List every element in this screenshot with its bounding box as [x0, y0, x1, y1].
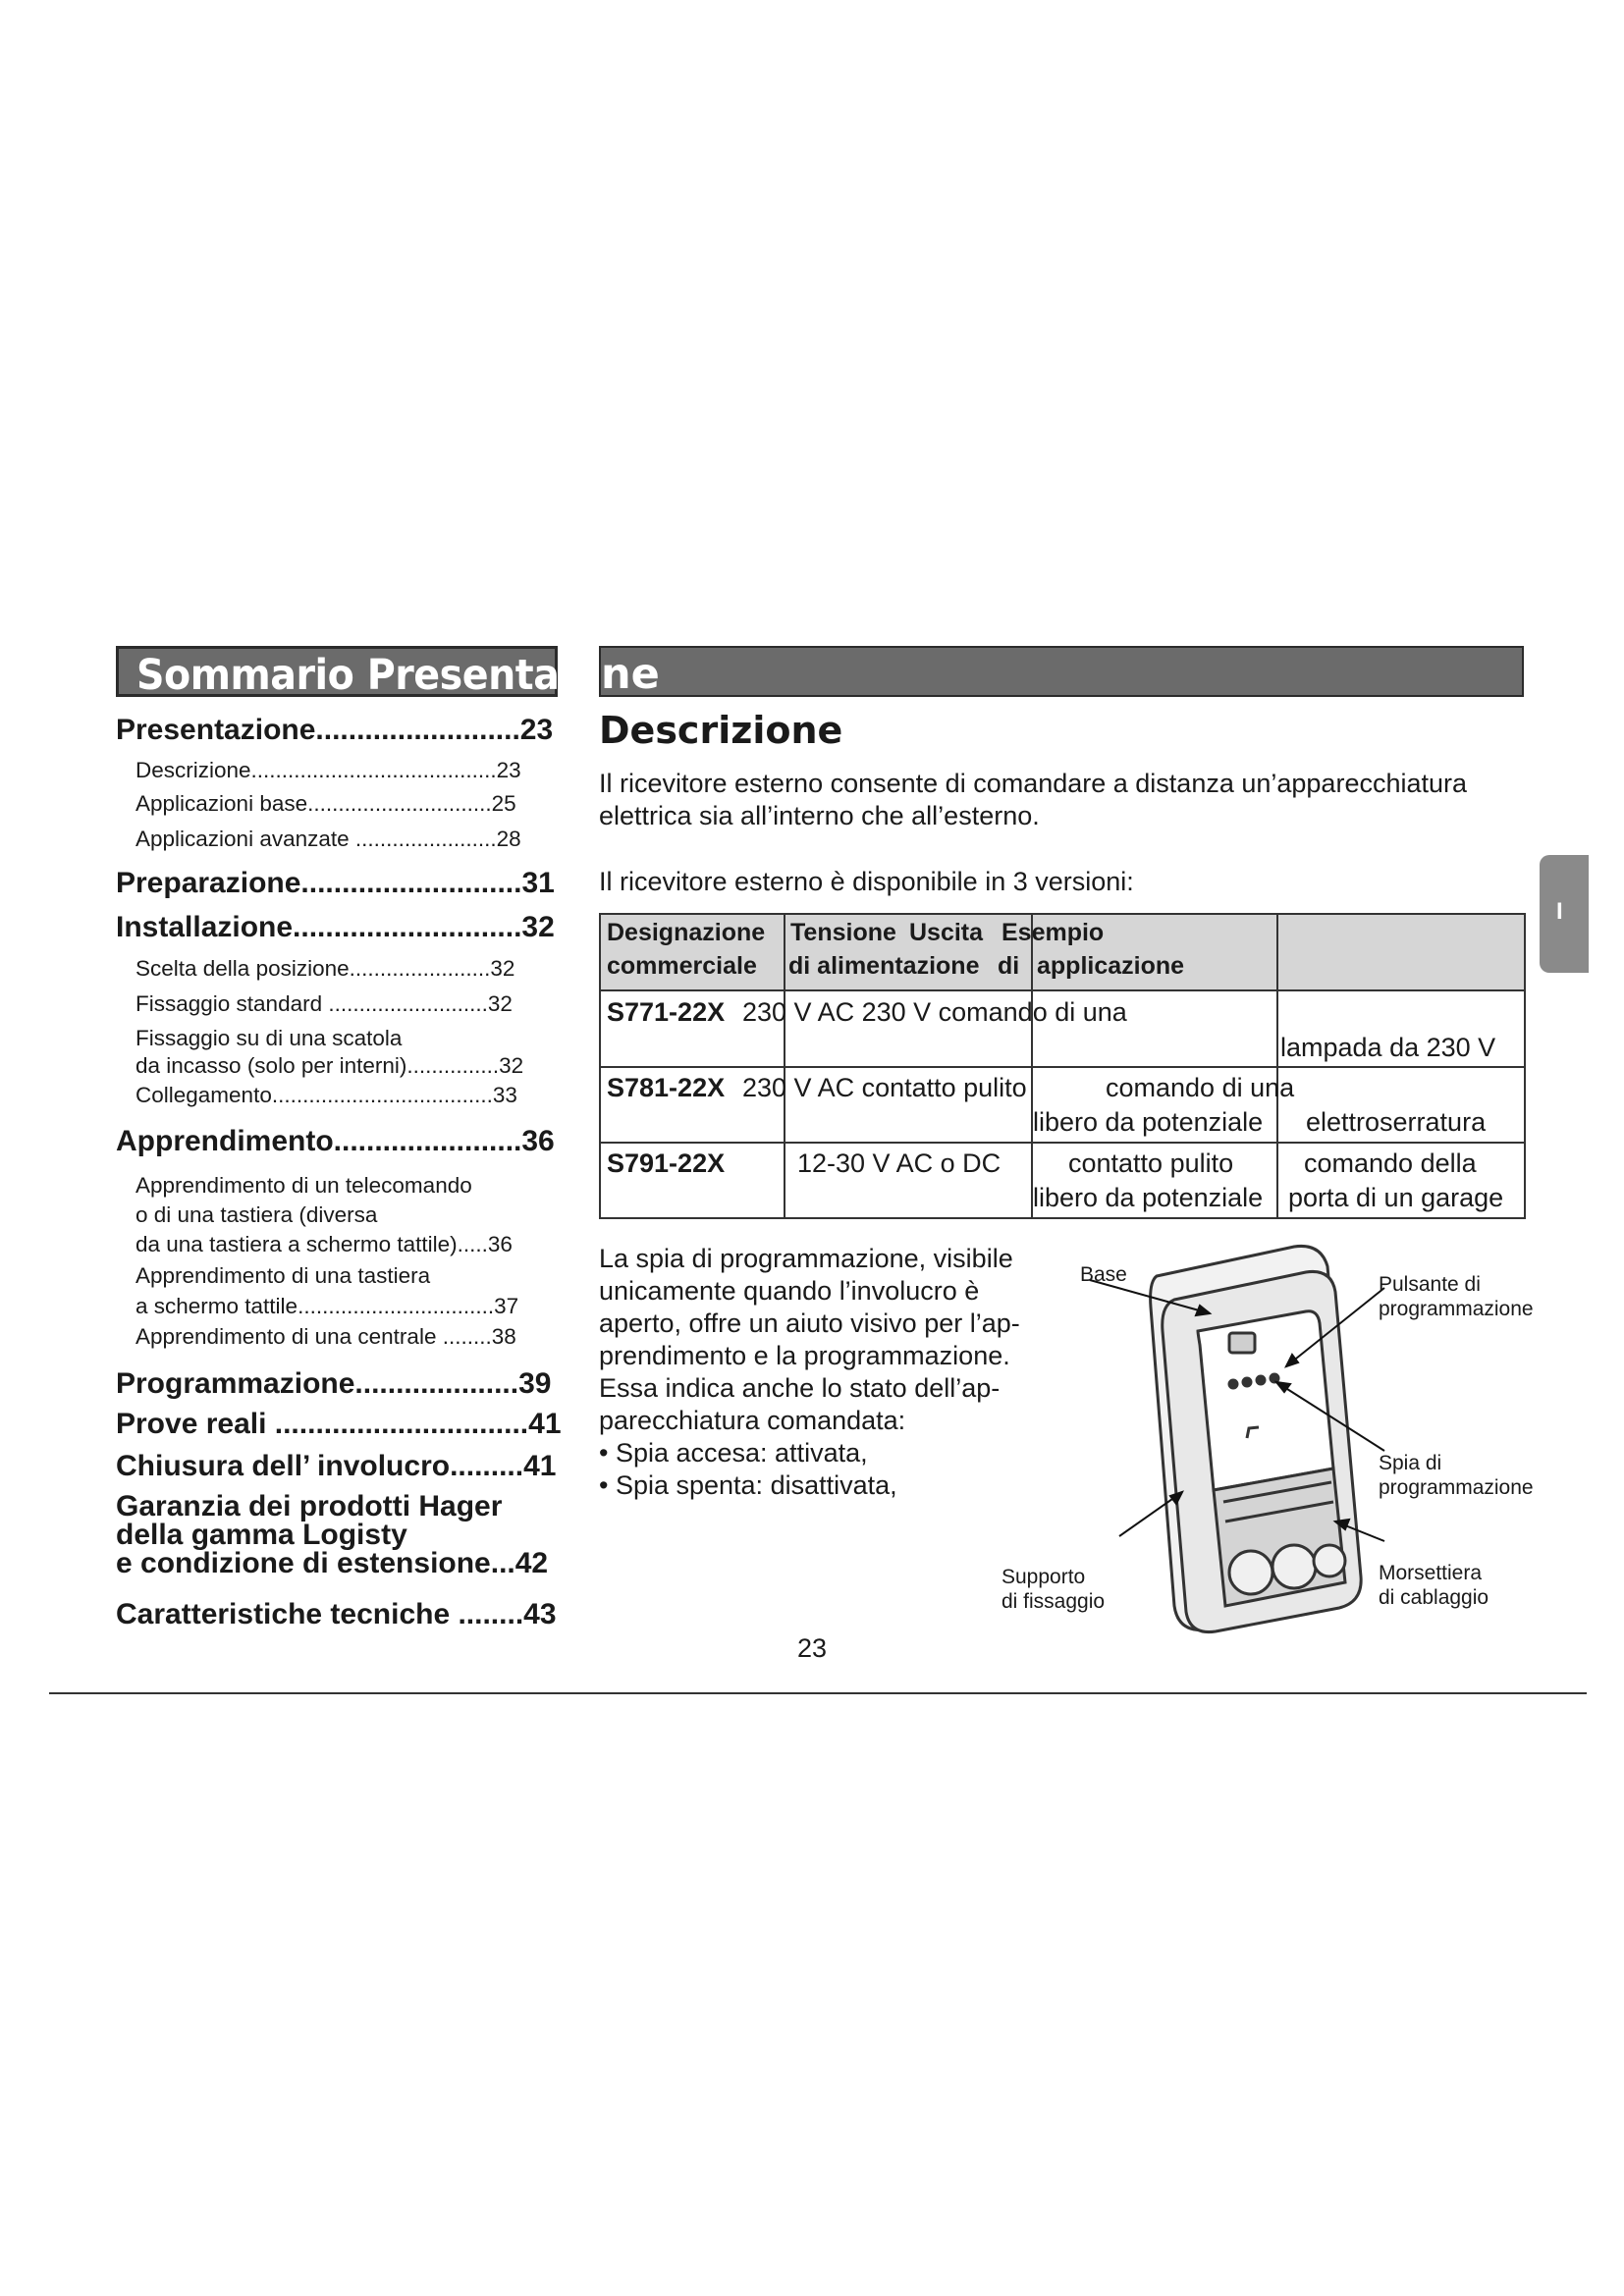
label-morsettiera — [1379, 1561, 1489, 1610]
toc-fissaggio-scatola[interactable] — [135, 1025, 577, 1080]
th-uscita: Uscita — [909, 919, 984, 946]
toc-fissaggio-standard[interactable]: Fissaggio standard ..........................32 — [135, 991, 513, 1016]
toc-installazione[interactable]: Installazione............................32 — [116, 911, 555, 943]
spia-bullet-on: • Spia accesa: attivata, — [599, 1438, 868, 1468]
toc-scelta[interactable]: Scelta della posizione.......................32 — [135, 956, 515, 981]
toc-appr-tastiera-line2: a schermo tattile................................37 — [135, 1294, 519, 1318]
table-col-rule — [1276, 913, 1278, 1219]
toc-fissaggio-scatola-line2: da incasso (solo per interni)...............32 — [135, 1053, 524, 1078]
footer-rule — [49, 1692, 1587, 1694]
toc-garanzia-line1: Garanzia dei prodotti Hager — [116, 1492, 503, 1522]
th-alimentazione: di alimentazione — [788, 952, 980, 980]
section-header-left — [116, 646, 582, 700]
th-commerciale: commerciale — [607, 952, 757, 980]
toc-programmazione[interactable]: Programmazione....................39 — [116, 1367, 552, 1400]
row1-code: S771-22X — [607, 997, 726, 1027]
language-tab[interactable] — [1540, 855, 1589, 973]
toc-garanzia[interactable] — [116, 1492, 577, 1577]
label-pulsante — [1379, 1272, 1534, 1321]
toc-appr-tastiera[interactable] — [135, 1260, 577, 1321]
spia-line5: Essa indica anche lo stato dell’ap- — [599, 1373, 1001, 1403]
label-pulsante-line2: programmazione — [1379, 1298, 1534, 1320]
spia-line4: prendimento e la programmazione. — [599, 1341, 1010, 1370]
language-tab-label: I — [1556, 898, 1563, 925]
versions-table — [599, 913, 1526, 1219]
table-col-rule — [1524, 913, 1526, 1219]
label-spia-line2: programmazione — [1379, 1476, 1534, 1499]
spia-line6: parecchiatura comandata: — [599, 1406, 906, 1435]
spia-line1: La spia di programmazione, visibile — [599, 1244, 1013, 1273]
toc-applicazioni-avanzate[interactable]: Applicazioni avanzate .......................28 — [135, 827, 521, 851]
label-supporto-line1: Supporto — [1001, 1566, 1086, 1588]
section-header-right — [599, 646, 1524, 697]
table-rule — [599, 1066, 1526, 1068]
th-designazione: Designazione — [607, 919, 766, 946]
table-rule — [599, 1217, 1526, 1219]
label-pulsante-line1: Pulsante di — [1379, 1273, 1481, 1296]
row3-voltage: 12-30 V AC o DC — [797, 1148, 1001, 1178]
label-spia — [1379, 1451, 1534, 1500]
row1-example: lampada da 230 V — [1280, 1033, 1496, 1062]
toc-apprendimento[interactable]: Apprendimento.......................36 — [116, 1125, 555, 1157]
toc-garanzia-line3: e condizione di estensione...42 — [116, 1547, 549, 1577]
label-morsettiera-line2: di cablaggio — [1379, 1586, 1489, 1609]
row2-example: comando di una — [1106, 1073, 1295, 1102]
toc-caratteristiche[interactable]: Caratteristiche tecniche ........43 — [116, 1598, 557, 1630]
label-supporto-line2: di fissaggio — [1001, 1590, 1106, 1613]
label-spia-line1: Spia di — [1379, 1452, 1442, 1474]
toc-preparazione[interactable]: Preparazione...........................31 — [116, 867, 555, 899]
spia-description — [599, 1243, 1020, 1502]
toc-appr-telecomando-line1: Apprendimento di un telecomando — [135, 1173, 472, 1198]
toc-appr-telecomando-line2: o di una tastiera (diversa — [135, 1202, 378, 1227]
table-col-rule — [599, 913, 601, 1219]
th-di: di — [998, 952, 1020, 980]
row3-output: contatto pulito — [1068, 1148, 1234, 1178]
toc-presentazione[interactable]: Presentazione.........................23 — [116, 714, 554, 746]
th-applicazione: applicazione — [1037, 952, 1185, 980]
table-rule — [599, 989, 1526, 991]
spia-line3: aperto, offre un aiuto visivo per l’ap- — [599, 1308, 1020, 1338]
row3-example: comando della — [1304, 1148, 1477, 1178]
toc-descrizione[interactable]: Descrizione........................................23 — [135, 758, 521, 782]
section-title-right: ne — [601, 650, 660, 699]
toc-applicazioni-base[interactable]: Applicazioni base..............................25 — [135, 791, 516, 816]
table-rule — [599, 1142, 1526, 1144]
intro-line2: elettrica sia all’interno che all’esterno. — [599, 801, 1040, 830]
toc-appr-telecomando-line3: da una tastiera a schermo tattile).....36 — [135, 1232, 513, 1256]
row3-example-line2: porta di un garage — [1288, 1183, 1504, 1212]
label-morsettiera-line1: Morsettiera — [1379, 1562, 1483, 1584]
row2-example-line2: elettroserratura — [1306, 1107, 1487, 1137]
row3-code: S791-22X — [607, 1148, 726, 1178]
spia-line2: unicamente quando l’involucro è — [599, 1276, 980, 1306]
th-esempio: Esempio — [1001, 919, 1105, 946]
table-col-rule — [1031, 913, 1033, 1219]
intro-paragraph — [599, 768, 1467, 832]
toc-appr-tastiera-line1: Apprendimento di una tastiera — [135, 1263, 431, 1288]
row2-rest: 230 V AC contatto pulito — [742, 1073, 1027, 1102]
label-supporto — [1001, 1565, 1105, 1614]
toc-collegamento[interactable]: Collegamento....................................33 — [135, 1083, 517, 1107]
heading-descrizione: Descrizione — [599, 709, 843, 752]
section-title-left: Sommario Presentaz — [136, 651, 582, 700]
spia-bullet-off: • Spia spenta: disattivata, — [599, 1470, 897, 1500]
label-base: Base — [1080, 1263, 1127, 1286]
toc-chiusura[interactable]: Chiusura dell’ involucro.........41 — [116, 1450, 557, 1482]
toc-appr-telecomando[interactable] — [135, 1171, 577, 1259]
intro-line1: Il ricevitore esterno consente di comandare a distanza un’apparecchiatura — [599, 769, 1468, 798]
th-tensione: Tensione — [790, 919, 896, 946]
row3-output-line2: libero da potenziale — [1033, 1183, 1264, 1212]
row1-rest: 230 V AC 230 V comando di una — [742, 997, 1127, 1027]
page-number: 23 — [796, 1633, 828, 1663]
table-rule — [599, 913, 1526, 915]
row2-code: S781-22X — [607, 1073, 726, 1102]
toc-appr-centrale[interactable]: Apprendimento di una centrale ........38 — [135, 1324, 516, 1349]
toc-garanzia-line2: della gamma Logisty — [116, 1519, 407, 1551]
versions-text: Il ricevitore esterno è disponibile in 3 versioni: — [599, 867, 1134, 896]
toc-prove[interactable]: Prove reali ...............................41 — [116, 1408, 562, 1440]
row2-output-line2: libero da potenziale — [1033, 1107, 1264, 1137]
toc-fissaggio-scatola-line1: Fissaggio su di una scatola — [135, 1026, 403, 1050]
